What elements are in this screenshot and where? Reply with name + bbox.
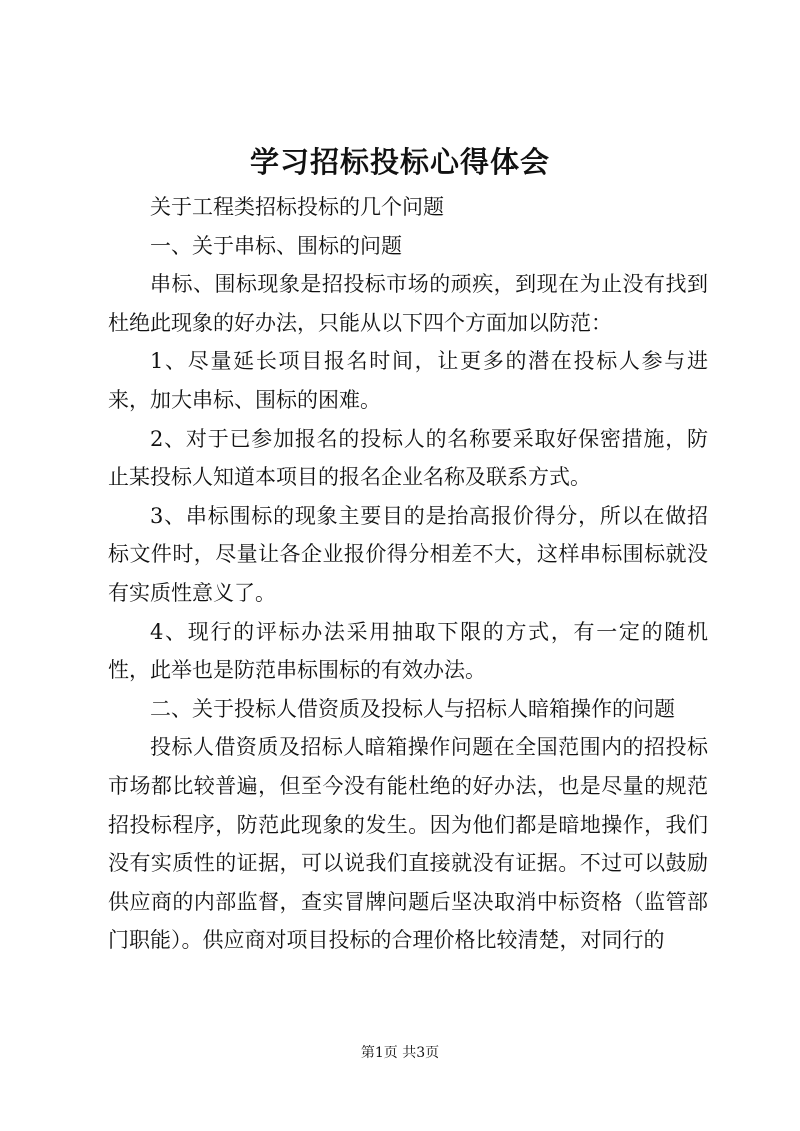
- paragraph-item-4: 4、现行的评标办法采用抽取下限的方式，有一定的随机性，此举也是防范串标围标的有效办法。: [108, 619, 708, 683]
- paragraph-subtitle: 关于工程类招标投标的几个问题: [150, 195, 444, 219]
- document-body: [108, 188, 708, 960]
- document-title: 学习招标投标心得体会: [249, 145, 550, 179]
- paragraph-item-3: 3、串标围标的现象主要目的是抬高报价得分，所以在做招标文件时，尽量让各企业报价得分相差不大，这样串标围标就没有实质性意义了。: [108, 503, 708, 605]
- paragraph-item-2: 2、对于已参加报名的投标人的名称要采取好保密措施，防止某投标人知道本项目的报名企业名称及联系方式。: [108, 426, 708, 490]
- paragraph-section-2-heading: 二、关于投标人借资质及投标人与招标人暗箱操作的问题: [150, 696, 675, 721]
- paragraph-item-1: 1、尽量延长项目报名时间，让更多的潜在投标人参与进来，加大串标、围标的困难。: [108, 349, 708, 412]
- paragraph-section-1-heading: 一、关于串标、围标的问题: [150, 233, 402, 258]
- page-number-footer: 第1页 共3页: [360, 1045, 440, 1061]
- paragraph-section-1-intro: 串标、围标现象是招投标市场的顽疾，到现在为止没有找到杜绝此现象的好办法，只能从以下四个方面加以防范：: [108, 272, 708, 335]
- paragraph-section-2-body: 投标人借资质及招标人暗箱操作问题在全国范围内的招投标市场都比较普遍，但至今没有能杜绝的好办法，也是尽量的规范招投标程序，防范此现象的发生。因为他们都是暗地操作，我们没有实质性的证据，可以说我们直接就没有证据。不过可以鼓励供应商的内部监督，查实冒牌问题后坚决取消中标资格（监管部门职能）。供应商对项目投标的合理价格比较清楚，对同行的: [108, 735, 708, 953]
